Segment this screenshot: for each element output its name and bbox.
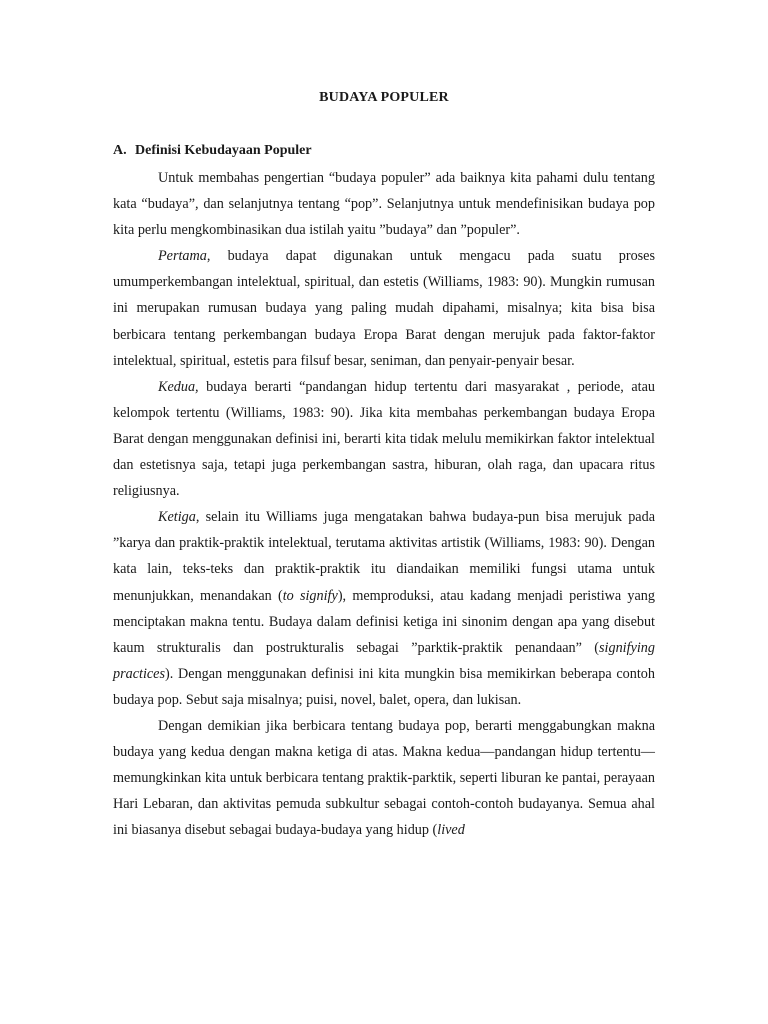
paragraph-intro <box>113 165 655 243</box>
paragraph-lead-italic: Pertama <box>158 248 207 265</box>
paragraph-text: , selain itu Williams juga mengatakan bahwa budaya-pun bisa merujuk pada ”karya dan praktik-praktik intelektual, terutama aktivitas artistik (Williams, 1983: 90). Dengan kata lain, teks-teks dan praktik-praktik itu diandaikan memiliki fungsi utama untuk menunjukkan, menandakan ( <box>113 509 655 604</box>
paragraph-pertama <box>113 243 655 373</box>
paragraph-italic-term: lived <box>437 822 465 839</box>
paragraph-lead-italic: Ketiga <box>158 509 196 526</box>
paragraph-text: , budaya dapat digunakan untuk mengacu pada suatu proses umumperkembangan intelektual, spiritual, dan estetis (Williams, 1983: 90). Mungkin rumusan ini merupakan rumusan budaya yang paling mudah dipahami, misalnya; kita bisa bisa berbicara tentang perkembangan budaya Eropa Barat dengan merujuk pada faktor-faktor intelektual, spiritual, estetis para filsuf besar, seniman, dan penyair-penyair besar. <box>113 248 655 369</box>
paragraph-text: ). Dengan menggunakan definisi ini kita mungkin bisa memikirkan beberapa contoh budaya pop. Sebut saja misalnya; puisi, novel, balet, opera, dan lukisan. <box>113 665 655 708</box>
section-heading-text: Definisi Kebudayaan Populer <box>135 143 312 158</box>
paragraph-kedua <box>113 374 655 504</box>
paragraph-text: ), memproduksi, atau kadang menjadi peristiwa yang menciptakan makna tentu. Budaya dalam definisi ketiga ini sinonim dengan apa yang disebut kaum strukturalis dan postrukturalis sebagai ”parktik-praktik penandaan” ( <box>113 587 655 656</box>
section-heading <box>113 143 312 159</box>
section-letter: A. <box>113 143 127 158</box>
paragraph-lead-italic: Kedua, <box>158 378 199 395</box>
paragraph-text: Dengan demikian jika berbicara tentang budaya pop, berarti menggabungkan makna budaya yang kedua dengan makna ketiga di atas. Makna kedua—pandangan hidup tertentu—memungkinkan kita untuk berbicara tentang praktik-parktik, seperti liburan ke pantai, perayaan Hari Lebaran, dan aktivitas pemuda subkultur sebagai contoh-contoh budayanya. Semua ahal ini biasanya disebut sebagai budaya-budaya yang hidup ( <box>113 717 655 839</box>
paragraph-italic-term: signifying practices <box>113 639 655 682</box>
paragraph-text: Untuk membahas pengertian “budaya populer” ada baiknya kita pahami dulu tentang kata “budaya”, dan selanjutnya tentang “pop”. Selanjutnya untuk mendefinisikan budaya pop kita perlu mengkombinasikan dua istilah yaitu ”budaya” dan ”populer”. <box>113 170 655 239</box>
document-title: BUDAYA POPULER <box>319 90 449 105</box>
paragraph-text: budaya berarti “pandangan hidup tertentu dari masyarakat , periode, atau kelompok tertentu (Williams, 1983: 90). Jika kita membahas perkembangan budaya Eropa Barat dengan menggunakan definisi ini, berarti kita tidak melulu memikirkan faktor intelektual dan estetisnya saja, tetapi juga perkembangan sastra, hiburan, olah raga, dan upacara ritus religiusnya. <box>113 378 655 500</box>
paragraph-italic-term: to signify <box>282 587 338 604</box>
paragraph-dengan-demikian <box>113 713 655 843</box>
body-text <box>113 165 655 843</box>
paragraph-ketiga <box>113 504 655 713</box>
